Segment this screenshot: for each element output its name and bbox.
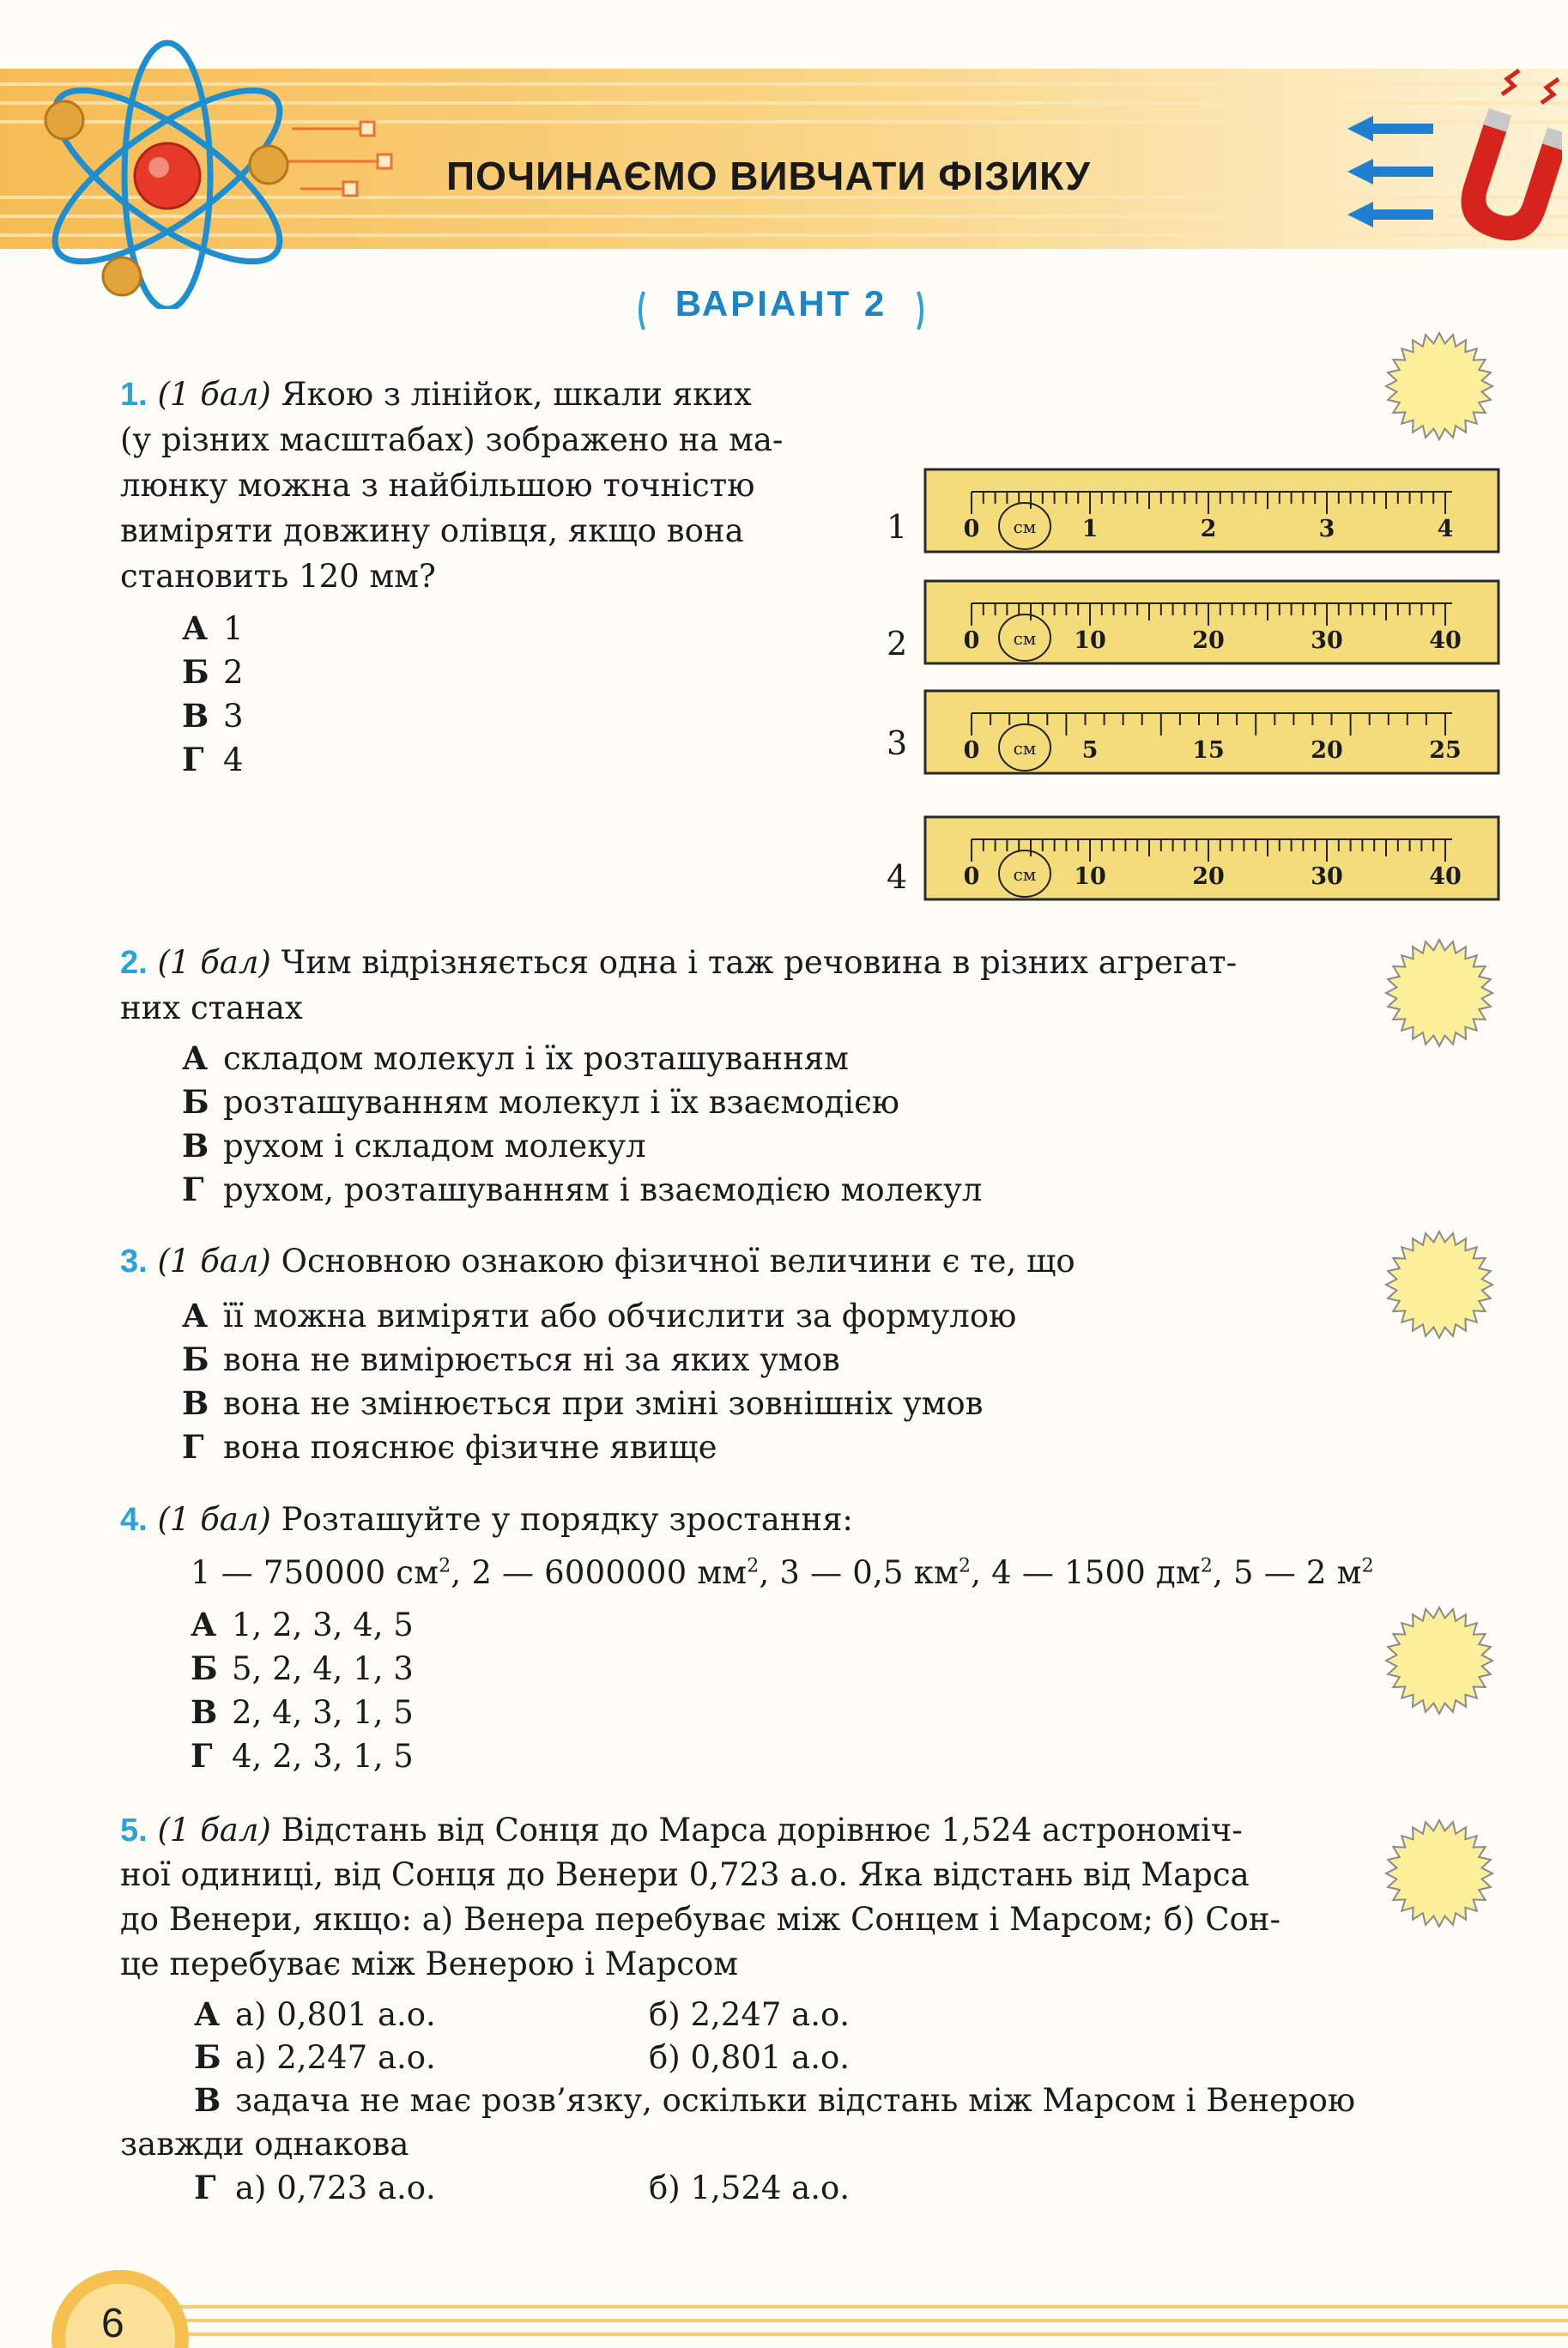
q3-text: 3. (1 бал) Основною ознакою фізичної величини є те, що	[120, 1243, 1075, 1280]
ruler-unit: см	[1013, 864, 1037, 885]
q5-option-c-line-2: завжди однакова	[120, 2126, 409, 2163]
q2-option-d[interactable]: Г рухом, розташуванням і взаємодією молекул	[182, 1171, 983, 1208]
q5-option-b[interactable]: Б а) 2,247 а.о.	[194, 2038, 436, 2076]
q5-line-3: до Венери, якщо: а) Венера перебуває між Сонцем і Марсом; б) Сон-	[120, 1901, 1280, 1938]
q5-points: (1 бал)	[157, 1812, 271, 1849]
ruler-label: 20	[1192, 627, 1225, 654]
q4-items: 1 — 750000 $см^2$, 2 — 6000000 $мм^2$, 3 — 0,5 $км^2$, 4 — 1500 $дм^2$, 5 — 2 $м^2$	[191, 1554, 1374, 1591]
q5-line-4: це перебуває між Венерою і Марсом	[120, 1946, 739, 1982]
ruler-label: 0	[963, 863, 980, 890]
ruler-3	[923, 689, 1500, 775]
ruler-4-number: 4	[887, 858, 908, 896]
q5-option-c[interactable]: В задача не має розв’язку, оскільки відстань між Марсом і Венерою	[194, 2081, 1356, 2119]
variant-label: ВАРІАНТ 2	[675, 283, 887, 324]
q2-points: (1 бал)	[157, 944, 271, 981]
score-star-4	[1383, 1605, 1495, 1716]
q1-points: (1 бал)	[157, 376, 271, 413]
q1-option-b[interactable]: Б 2	[182, 653, 244, 691]
q2-option-a[interactable]: А складом молекул і їх розташуванням	[182, 1039, 849, 1077]
ruler-label: 30	[1311, 627, 1343, 654]
ruler-2-number: 2	[887, 625, 908, 663]
q2-option-c[interactable]: В рухом і складом молекул	[182, 1127, 646, 1165]
q5-option-b-b: б) 0,801 а.о.	[649, 2039, 851, 2076]
page-number: 6	[101, 2301, 124, 2346]
q2-number: 2.	[120, 945, 148, 981]
ruler-label: 4	[1437, 516, 1454, 542]
q4-option-c[interactable]: В 2, 4, 3, 1, 5	[191, 1693, 414, 1731]
q5-option-a[interactable]: А а) 0,801 а.о.	[194, 1995, 436, 2033]
magnet-icon	[1339, 69, 1562, 257]
q5-option-d-b: б) 1,524 а.о.	[649, 2169, 851, 2206]
ruler-label: 2	[1200, 516, 1217, 542]
q3-option-b[interactable]: Б вона не вимірюється ні за яких умов	[182, 1340, 840, 1378]
score-star-3	[1383, 1229, 1495, 1340]
ruler-label: 0	[963, 737, 980, 764]
ruler-1-number: 1	[887, 508, 908, 546]
score-star-1	[1383, 330, 1495, 442]
q3-option-d[interactable]: Г вона пояснює фізичне явище	[182, 1428, 717, 1466]
ruler-unit: см	[1013, 628, 1037, 649]
q5-option-a-b: б) 2,247 а.о.	[649, 1996, 851, 2033]
ruler-2	[923, 579, 1500, 665]
q5-number: 5.	[120, 1812, 148, 1849]
ruler-label: 0	[963, 627, 980, 654]
q2-option-b[interactable]: Б розташуванням молекул і їх взаємодією	[182, 1083, 900, 1121]
score-star-5	[1383, 1818, 1495, 1929]
q5-option-d[interactable]: Г а) 0,723 а.о.	[194, 2169, 436, 2206]
ruler-label: 40	[1429, 863, 1462, 890]
q1-option-a[interactable]: А 1	[182, 609, 244, 647]
q3-option-c[interactable]: В вона не змінюється при зміні зовнішніх умов	[182, 1384, 984, 1422]
ruler-1	[923, 468, 1500, 554]
q1-text: 1. (1 бал) Якою з лінійок, шкали яких	[120, 376, 752, 413]
ruler-3-number: 3	[887, 724, 908, 762]
page-footer-band	[0, 2257, 1568, 2348]
q4-points: (1 бал)	[157, 1501, 271, 1538]
ruler-label: 15	[1192, 737, 1225, 764]
q4-option-b[interactable]: Б 5, 2, 4, 1, 3	[191, 1649, 414, 1687]
score-star-2	[1383, 937, 1495, 1049]
q5-line-2: ної одиниці, від Сонця до Венери 0,723 а.о. Яка відстань від Марса	[120, 1856, 1250, 1893]
ruler-4	[923, 815, 1500, 901]
ruler-label: 20	[1311, 737, 1343, 764]
q4-text: 4. (1 бал) Розташуйте у порядку зростання:	[120, 1501, 853, 1538]
ruler-label: 10	[1074, 627, 1106, 654]
q1-option-d[interactable]: Г 4	[182, 741, 244, 778]
q1-line-5: становить 120 мм?	[120, 558, 436, 595]
ruler-label: 20	[1192, 863, 1225, 890]
q1-number: 1.	[120, 377, 148, 413]
ruler-label: 1	[1081, 516, 1099, 542]
q3-points: (1 бал)	[157, 1243, 271, 1280]
atom-icon	[17, 17, 309, 309]
ruler-label: 30	[1311, 863, 1343, 890]
q5-text: 5. (1 бал) Відстань від Сонця до Марса дорівнює 1,524 астрономіч-	[120, 1812, 1243, 1849]
page-title: ПОЧИНАЄМО ВИВЧАТИ ФІЗИКУ	[446, 154, 1091, 198]
q3-number: 3.	[120, 1244, 148, 1280]
ruler-unit: см	[1013, 738, 1037, 759]
q1-line-4: виміряти довжину олівця, якщо вона	[120, 512, 744, 549]
q4-number: 4.	[120, 1502, 148, 1538]
variant-heading	[635, 276, 927, 345]
q3-option-a[interactable]: А її можна виміряти або обчислити за формулою	[182, 1297, 1017, 1334]
q4-option-a[interactable]: А 1, 2, 3, 4, 5	[191, 1606, 414, 1643]
ruler-label: 3	[1318, 516, 1335, 542]
ruler-label: 10	[1074, 863, 1106, 890]
q4-option-d[interactable]: Г 4, 2, 3, 1, 5	[191, 1737, 414, 1775]
ruler-label: 5	[1081, 737, 1099, 764]
ruler-label: 25	[1429, 737, 1462, 764]
ruler-label: 0	[963, 516, 980, 542]
q1-line-2: (у різних масштабах) зображено на ма-	[120, 421, 784, 458]
q2-text-line-2: них станах	[120, 989, 303, 1026]
q1-option-c[interactable]: В 3	[182, 697, 244, 735]
ruler-label: 40	[1429, 627, 1462, 654]
ruler-unit: см	[1013, 517, 1037, 537]
q2-text: 2. (1 бал) Чим відрізняється одна і таж речовина в різних агрегат-	[120, 944, 1238, 981]
q1-line-3: люнку можна з найбільшою точністю	[120, 467, 755, 504]
